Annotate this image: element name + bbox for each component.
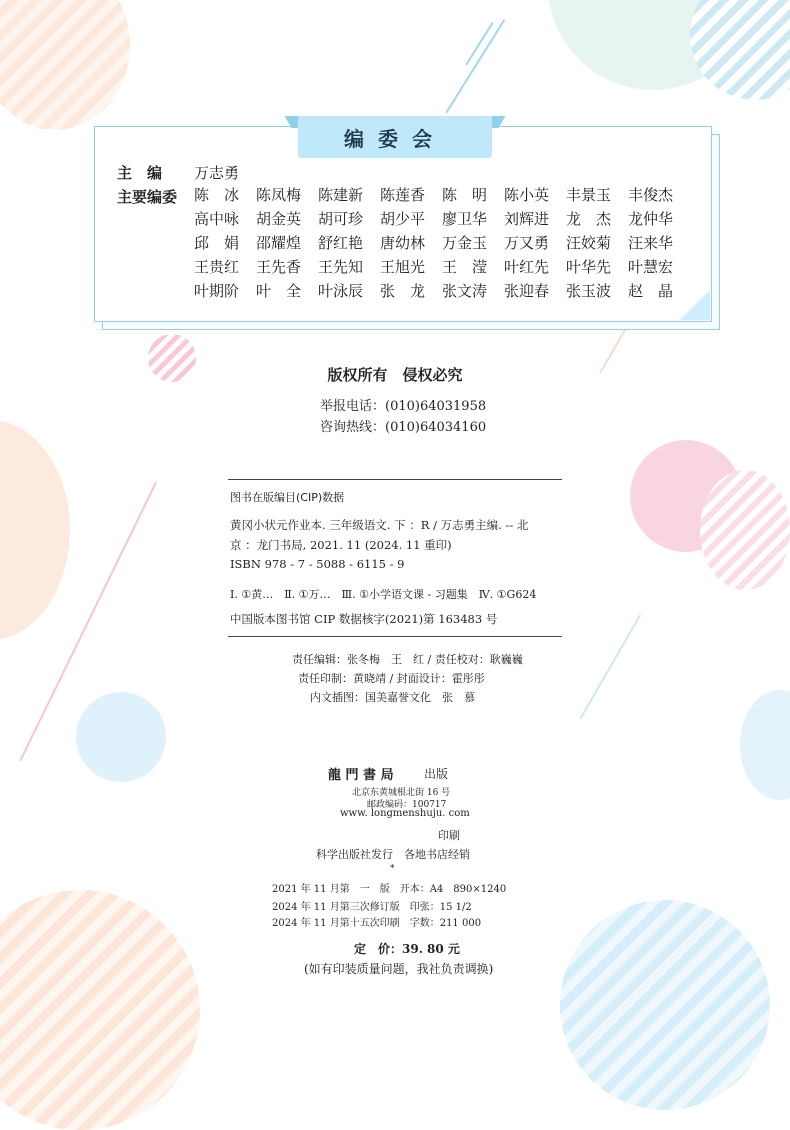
publisher-address: 北京东黄城根北街 16 号 (352, 788, 451, 798)
distribution: 科学出版社发行 各地书店经销 (316, 848, 470, 861)
member-name: 叶红先 (504, 258, 550, 276)
member-name: 高中咏 (194, 210, 240, 228)
member-name: 张 龙 (380, 282, 426, 300)
publisher-name: 龍 門 書 局 (328, 768, 394, 783)
cip-isbn: ISBN 978 - 7 - 5088 - 6115 - 9 (230, 557, 405, 571)
imprint-row-1: 2021 年 11 月第 一 版 开本：A4 890×1240 (272, 884, 507, 895)
chief-editor-name: 万志勇 (194, 164, 240, 182)
member-name: 叶泳辰 (318, 282, 364, 300)
hotline: 咨询热线：(010)64034160 (320, 420, 487, 435)
staff-line-2: 责任印制：黄晓靖 / 封面设计：霍彤彤 (298, 672, 485, 685)
decor-circle-stripe-topright (690, 0, 790, 100)
cip-record: 中国版本图书馆 CIP 数据核字(2021)第 163483 号 (230, 612, 498, 626)
decor-circle-blue-left (76, 692, 166, 782)
member-name: 叶华先 (566, 258, 612, 276)
price: 定 价：39. 80 元 (354, 942, 460, 956)
publisher-postcode: 邮政编码：100717 (367, 800, 447, 810)
members-grid (194, 186, 694, 300)
decor-circle-peach-topleft (0, 0, 130, 130)
member-name: 龙仲华 (628, 210, 674, 228)
decor-line-1 (445, 19, 505, 113)
member-name: 唐幼林 (380, 234, 426, 252)
imprint-row-2: 2024 年 11 月第三次修订版 印张：15 1/2 (272, 902, 472, 913)
member-name: 陈小英 (504, 186, 550, 204)
member-name: 张玉波 (566, 282, 612, 300)
member-name: 王先香 (256, 258, 302, 276)
chief-editor-label: 主 编 (117, 164, 163, 182)
separator-asterisk: * (390, 864, 395, 874)
member-name: 王旭光 (380, 258, 426, 276)
cip-line-1: 黄冈小状元作业本. 三年级语文. 下 ：R / 万志勇主编. -- 北 (230, 518, 529, 532)
member-name: 陈建新 (318, 186, 364, 204)
member-name: 丰俊杰 (628, 186, 674, 204)
cip-line-2: 京 ：龙门书局, 2021. 11 (2024. 11 重印) (230, 538, 452, 552)
cip-title: 图书在版编目(CIP)数据 (230, 491, 345, 504)
publisher-website: www. longmenshuju. com (340, 808, 470, 819)
publisher-suffix: 出版 (424, 767, 449, 781)
member-name: 陈 明 (442, 186, 488, 204)
member-name: 胡金英 (256, 210, 302, 228)
decor-circle-stripe-right (700, 470, 790, 590)
printer-label: 印刷 (438, 829, 460, 842)
member-name: 龙 杰 (566, 210, 612, 228)
member-name: 胡少平 (380, 210, 426, 228)
member-name: 王先知 (318, 258, 364, 276)
member-name: 陈莲香 (380, 186, 426, 204)
member-name: 丰景玉 (566, 186, 612, 204)
decor-circle-peach-bottomleft (0, 890, 200, 1130)
member-name: 邵耀煌 (256, 234, 302, 252)
member-name: 叶 全 (256, 282, 302, 300)
member-name: 叶慧宏 (628, 258, 674, 276)
cip-classification: Ⅰ. ①黄… Ⅱ. ①万… Ⅲ. ①小学语文课 - 习题集 Ⅳ. ①G624 (230, 588, 537, 601)
member-name: 胡可珍 (318, 210, 364, 228)
committee-title: 编委会 (298, 116, 492, 158)
member-name: 万又勇 (504, 234, 550, 252)
members-label: 主要编委 (117, 188, 178, 206)
decor-circle-blue-bottomright (560, 900, 770, 1110)
member-name: 万金玉 (442, 234, 488, 252)
decor-circle-peach-left (0, 420, 70, 640)
member-name: 陈凤梅 (256, 186, 302, 204)
member-name: 邱 娟 (194, 234, 240, 252)
imprint-row-3: 2024 年 11 月第十五次印刷 字数：211 000 (272, 918, 482, 929)
report-phone: 举报电话：(010)64031958 (320, 399, 487, 414)
price-note: (如有印装质量问题，我社负责调换) (304, 962, 494, 976)
member-name: 刘辉进 (504, 210, 550, 228)
cip-top-rule (228, 479, 562, 480)
member-name: 叶期阶 (194, 282, 240, 300)
member-name: 汪来华 (628, 234, 674, 252)
decor-circle-blue-right (740, 690, 790, 800)
staff-line-3: 内文插图：国美嘉誉文化 张 慕 (310, 691, 475, 704)
member-name: 赵 晶 (628, 282, 674, 300)
member-name: 张文涛 (442, 282, 488, 300)
member-name: 陈 冰 (194, 186, 240, 204)
member-name: 舒红艳 (318, 234, 364, 252)
decor-line-4 (579, 614, 640, 719)
member-name: 王贵红 (194, 258, 240, 276)
member-name: 廖卫华 (442, 210, 488, 228)
member-name: 汪姣菊 (566, 234, 612, 252)
copyright-notice: 版权所有 侵权必究 (327, 366, 463, 384)
member-name: 王 滢 (442, 258, 488, 276)
member-name: 张迎春 (504, 282, 550, 300)
staff-line-1: 责任编辑：张冬梅 王 红 / 责任校对：耿巍巍 (292, 653, 523, 666)
cip-bottom-rule (228, 636, 562, 637)
